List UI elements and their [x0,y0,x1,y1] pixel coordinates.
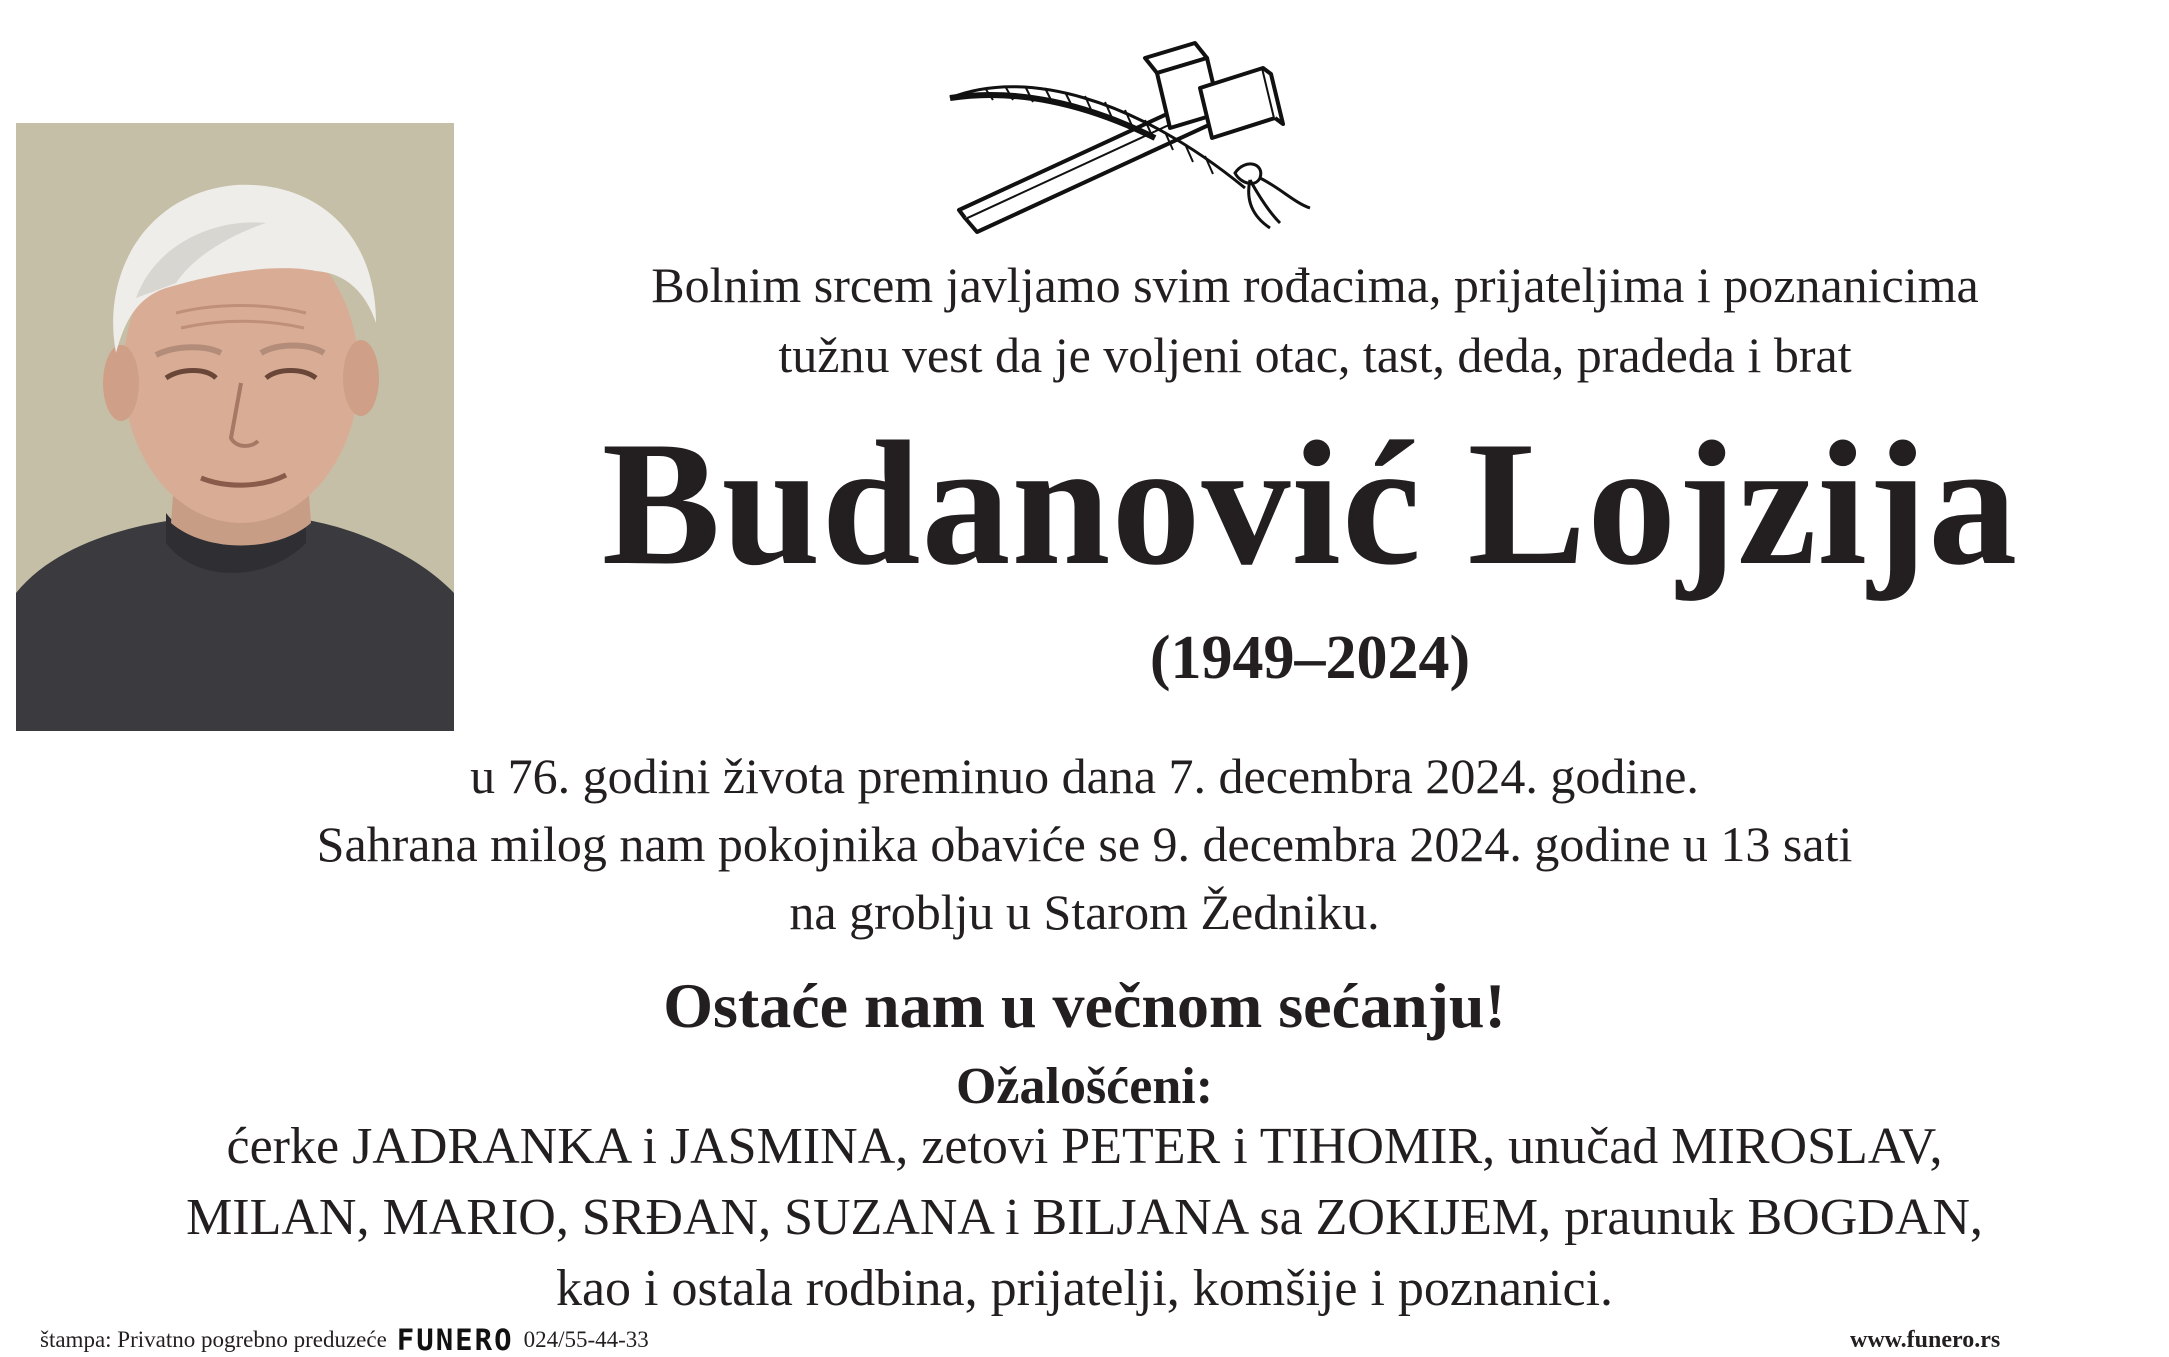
deceased-name: Budanović Lojzija [601,404,2019,602]
mourners-line-3: kao i ostala rodbina, prijatelji, komšije i poznanici. [555,1260,1614,1317]
intro-line-1: Bolnim srcem javljamo svim rođacima, prijateljima i poznanicima [651,257,1979,313]
deceased-years: (1949–2024) [1149,624,1471,692]
mourners-line-2: MILAN, MARIO, SRĐAN, SUZANA i BILJANA sa ZOKIJEM, praunuk BOGDAN, [186,1189,1983,1246]
portrait-photo [16,123,454,731]
cross-with-palm-branch-icon [945,38,1340,238]
details-line-2: Sahrana milog nam pokojnika obaviće se 9. decembra 2024. godine u 13 sati [316,816,1853,872]
intro-line-2: tužnu vest da je voljeni otac, tast, deda, pradeda i brat [778,327,1852,383]
footer-print-label: štampa: Privatno pogrebno preduzeće [40,1327,387,1352]
mourners-line-1: ćerke JADRANKA i JASMINA, zetovi PETER i TIHOMIR, unučad MIROSLAV, [226,1118,1943,1175]
details-line-3: na groblju u Starom Žedniku. [789,884,1380,940]
mourners-title: Ožalošćeni: [955,1058,1214,1115]
remembrance-line: Ostaće nam u večnom sećanju! [663,970,1506,1041]
footer-brand-logo: FUNERO [396,1323,514,1357]
footer-print-info [40,1323,649,1357]
details-line-1: u 76. godini života preminuo dana 7. decembra 2024. godine. [470,748,1699,804]
footer-phone: 024/55-44-33 [523,1327,649,1352]
footer-url[interactable]: www.funero.rs [1850,1327,2001,1353]
